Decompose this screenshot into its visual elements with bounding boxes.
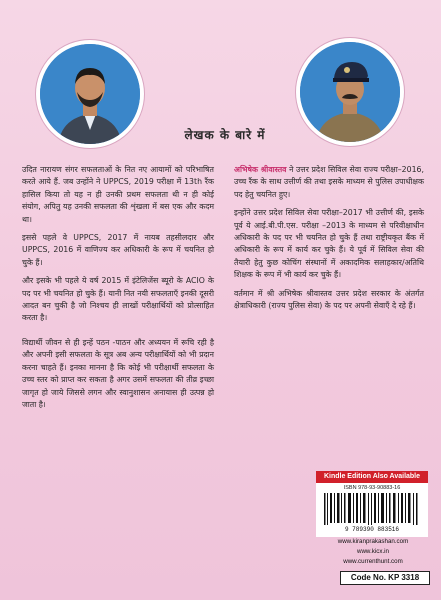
- website-link[interactable]: www.kiranprakashan.com: [337, 538, 409, 545]
- author-bio-right: [234, 164, 424, 318]
- barcode: [316, 483, 428, 537]
- author-bio-left: [22, 164, 214, 417]
- about-authors-heading: लेखक के बारे में: [184, 128, 266, 142]
- author-photo-left: [36, 40, 144, 148]
- bio-paragraph: उदित नारायण संगर सफलताओं के नित नए आयामों को परिभाषित करते आये हैं. जब उन्होंने ने UPPCS, 2019 परीक्षा में 13th रैंक हासिल किया तो यह न ही उनकी प्रथम सफलता थी न ही कोई संयोग, अपितु यह उनकी सफलता की शृंखला में बस एक और कदम था।: [22, 165, 214, 224]
- author-name: अभिषेक श्रीवास्तव: [234, 165, 287, 174]
- website-link[interactable]: www.kicx.in: [357, 548, 389, 555]
- barcode-number: 9 789390 883516: [344, 526, 399, 533]
- website-link[interactable]: www.currenthunt.com: [343, 558, 403, 565]
- barcode-icon: [324, 493, 420, 525]
- bio-paragraph: वर्तमान में श्री अभिषेक श्रीवास्तव उत्तर प्रदेश सरकार के अंतर्गत क्षेत्राधिकारी (राज्य पुलिस सेवा) के पद पर अपनी सेवाएँ दे रहे हैं।: [234, 288, 424, 311]
- portrait-officer-icon: [300, 42, 400, 142]
- bio-paragraph: और इसके भी पहले ये वर्ष 2015 में इंटेलिजेंस ब्यूरो के ACIO के पद पर भी चयनित हो चुके हैं। यानी नित नयी सफलताएँ इनकी दूसरी आदत बन चुकी है जो निश्चय ही लाखों परीक्षार्थियों को प्रोत्साहित करता है।: [22, 276, 214, 323]
- product-code: Code No. KP 3318: [340, 571, 430, 585]
- author-photo-right: [296, 38, 404, 146]
- portrait-man-icon: [40, 44, 140, 144]
- isbn-label: ISBN 978-93-90883-16: [343, 485, 401, 491]
- kindle-badge: Kindle Edition Also Available: [316, 471, 428, 483]
- bio-paragraph: इन्होंने उत्तर प्रदेश सिविल सेवा परीक्षा–2017 भी उत्तीर्ण की, इसके पूर्व ये आई.बी.पी.एस. परीक्षा –2013 के माध्यम से परिवीक्षाधीन अधिकारी के पद पर भी चयनित हो चुके हैं तथा राष्ट्रीयकृत बैंक में अधिकारी के रूप में कार्य कर चुके हैं। ये पूर्व में सिविल सेवा की तैयारी हेतु कुछ कोचिंग संस्थानों में अकादमिक सलाहकार/अतिथि शिक्षक के रूप में भी कार्य कर चुके हैं।: [234, 208, 424, 280]
- bio-paragraph: विद्यार्थी जीवन से ही इन्हें पठन -पाठन और अध्ययन में रूचि रही है और अपनी इसी सफलता के सूत्र अब अन्य परीक्षार्थियों को भी प्रदान करना चाहते हैं। इनका मानना है कि कोई भी परीक्षार्थी सफलता के उच्च स्तर को प्राप्त कर सकता है अगर उसमें सफलता की तीव्र इच्छा जागृत हो जाये जिससे लगन और स्वानुशासन अनायास ही उत्पन्न हो जाता है।: [22, 337, 214, 409]
- bio-paragraph: अभिषेक श्रीवास्तव ने उत्तर प्रदेश सिविल सेवा राज्य परीक्षा–2016, उच्च रैंक के साथ उत्तीर्ण की तथा इसके माध्यम से पुलिस उपाधीक्षक पद हेतु चयनित हुए।: [234, 165, 424, 199]
- bio-paragraph: इससे पहले वे UPPCS, 2017 में नायब तहसीलदार और UPPCS, 2016 में वाणिज्य कर अधिकारी के रूप में चयनित हो चुके हैं।: [22, 233, 214, 267]
